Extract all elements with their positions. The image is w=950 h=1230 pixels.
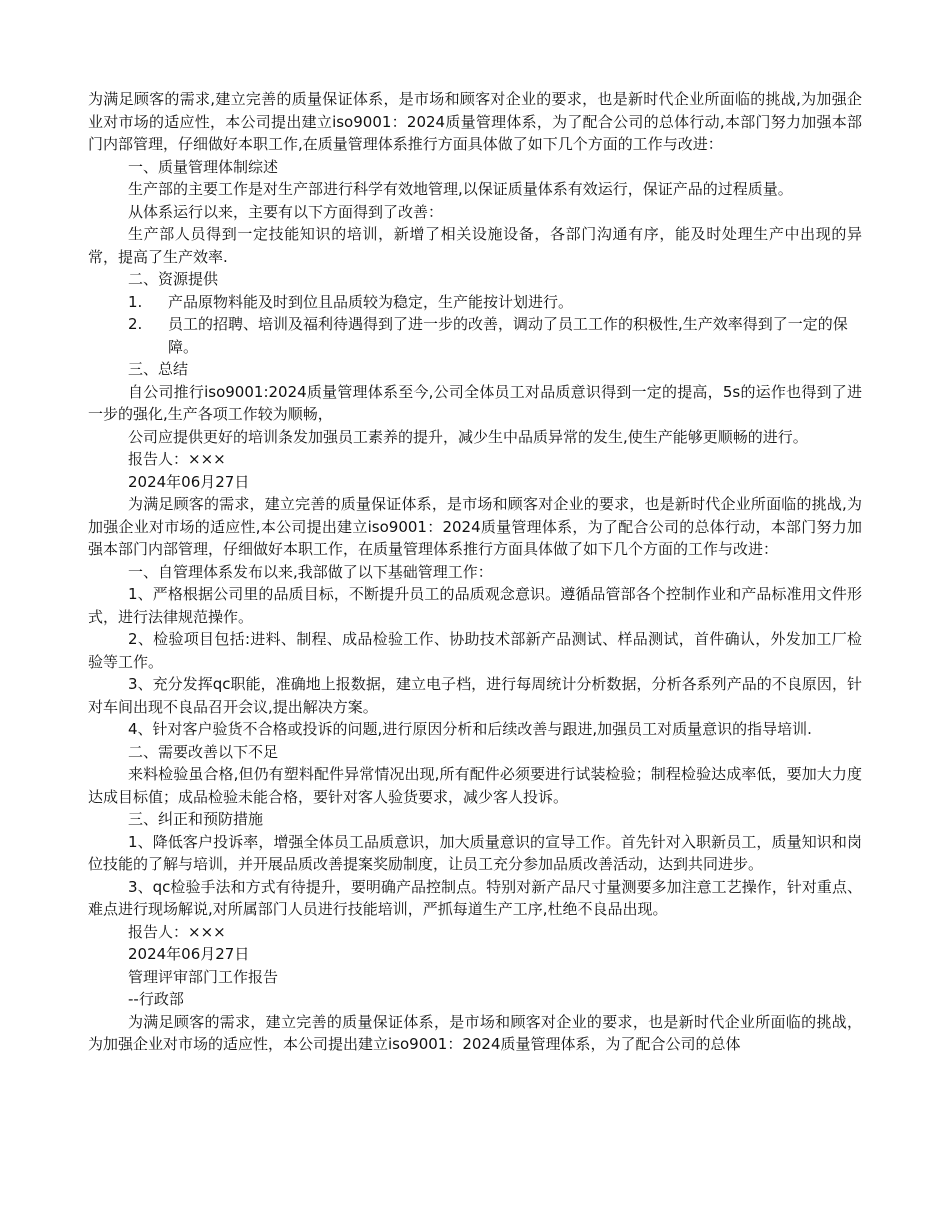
paragraph: 一、自管理体系发布以来,我部做了以下基础管理工作： [128,562,493,581]
paragraph: 为满足顾客的需求,建立完善的质量保证体系，是市场和顾客对企业的要求，也是新时代企业所面临的挑战,为加强企业对市场的适应性，本公司提出建立iso9001：2024质量管理体系，为了配合公司的总体行动,本部门努力加强本部门内部管理，仔细做好本职工作,在质量管理体系推行方面具体做了如下几个方面的工作与改进： [88,90,862,153]
paragraph: 为满足顾客的需求，建立完善的质量保证体系，是市场和顾客对企业的要求，也是新时代企业所面临的挑战，为加强企业对市场的适应性，本公司提出建立iso9001：2024质量管理体系，为了配合公司的总体 [88,1012,862,1053]
list-item [88,313,862,358]
paragraph: 三、总结 [128,360,189,378]
list-text: 员工的招聘、培训及福利待遇得到了进一步的改善，调动了员工工作的积极性,生产效率得到了一定的保障。 [168,315,848,356]
paragraph: 3、充分发挥qc职能，准确地上报数据，建立电子档，进行每周统计分析数据，分析各系列产品的不良原因，针对车间出现不良品召开会议,提出解决方案。 [88,675,862,716]
paragraph: 3、qc检验手法和方式有待提升，要明确产品控制点。特别对新产品尺寸量测要多加注意工艺操作，针对重点、难点进行现场解说,对所属部门人员进行技能培训，严抓每道生产工序,杜绝不良品出现。 [88,877,862,918]
paragraph: 二、需要改善以下不足 [128,742,279,761]
paragraph: 二、资源提供 [128,270,219,288]
paragraph: 1、严格根据公司里的品质目标，不断提升员工的品质观念意识。遵循品管部各个控制作业和产品标准用文件形式，进行法律规范操作。 [88,585,862,626]
list-number: 1. [128,292,143,311]
paragraph: 报告人：××× [128,450,226,468]
paragraph: 三、纠正和预防措施 [128,810,264,828]
paragraph: 从体系运行以来，主要有以下方面得到了改善： [128,202,444,221]
paragraph: 1、降低客户投诉率，增强全体员工品质意识，加大质量意识的宣导工作。首先针对入职新员工，质量知识和岗位技能的了解与培训，并开展品质改善提案奖励制度，让员工充分参加品质改善活动，达到共同进步。 [88,832,862,873]
paragraph: 管理评审部门工作报告 [128,967,279,986]
paragraph: 生产部的主要工作是对生产部进行科学有效地管理,以保证质量体系有效运行，保证产品的过程质量。 [128,180,793,198]
paragraph: --行政部 [128,990,184,1008]
paragraph: 2、检验项目包括:进料、制程、成品检验工作、协助技术部新产品测试、样品测试，首件确认，外发加工厂检验等工作。 [88,630,862,671]
paragraph: 自公司推行iso9001:2024质量管理体系至今,公司全体员工对品质意识得到一定的提高，5s的运作也得到了进一步的强化,生产各项工作较为顺畅， [88,382,862,423]
list-number: 2. [128,315,143,333]
paragraph: 报告人：××× [128,922,226,941]
list-item [88,291,862,314]
paragraph: 为满足顾客的需求，建立完善的质量保证体系，是市场和顾客对企业的要求，也是新时代企业所面临的挑战,为加强企业对市场的适应性,本公司提出建立iso9001：2024质量管理体系，为了配合公司的总体行动，本部门努力加强本部门内部管理，仔细做好本职工作，在质量管理体系推行方面具体做了如下几个方面的工作与改进： [88,495,862,558]
paragraph: 公司应提供更好的培训条发加强员工素养的提升，减少生中品质异常的发生,使生产能够更顺畅的进行。 [128,427,808,446]
paragraph: 2024年06月27日 [128,945,250,963]
paragraph: 一、质量管理体制综述 [128,157,279,176]
paragraph: 2024年06月27日 [128,472,250,491]
paragraph: 来料检验虽合格,但仍有塑料配件异常情况出现,所有配件必须要进行试装检验；制程检验达成率低，要加大力度达成目标值；成品检验未能合格，要针对客人验货要求，减少客人投诉。 [88,765,862,806]
paragraph: 4、针对客户验货不合格或投诉的问题,进行原因分析和后续改善与跟进,加强员工对质量意识的指导培训. [128,720,812,738]
list-text: 产品原物料能及时到位且品质较为稳定，生产能按计划进行。 [168,292,574,311]
paragraph: 生产部人员得到一定技能知识的培训，新增了相关设施设备，各部门沟通有序，能及时处理生产中出现的异常，提高了生产效率. [88,225,862,266]
